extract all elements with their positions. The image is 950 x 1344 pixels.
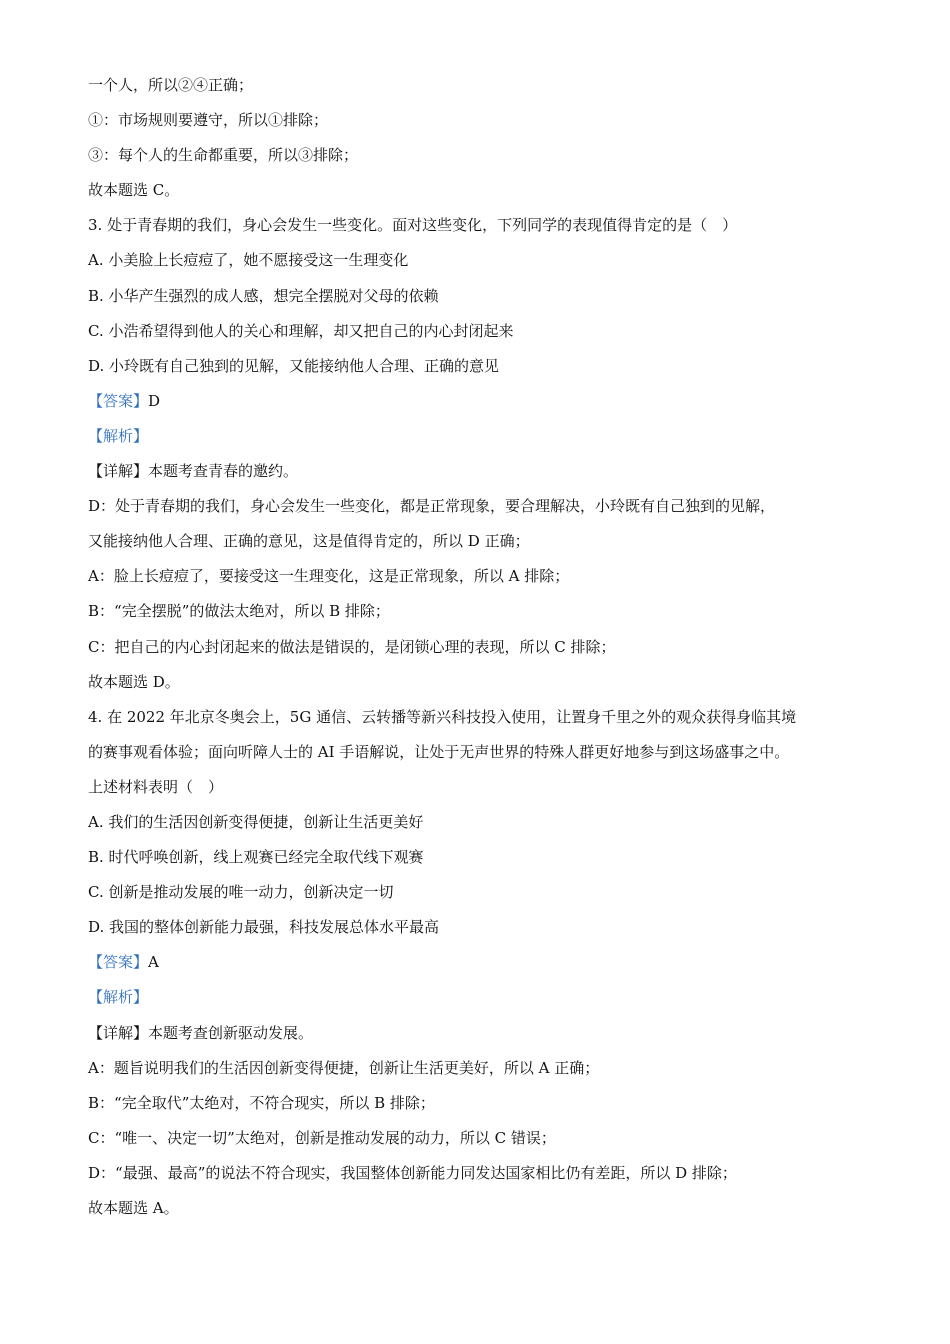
q4-detail-line: 【详解】本题考查创新驱动发展。: [88, 1023, 314, 1042]
q4-option-d: D. 我国的整体创新能力最强，科技发展总体水平最高: [88, 918, 440, 937]
q4-detail-line: D：“最强、最高”的说法不符合现实，我国整体创新能力同发达国家相比仍有差距，所以 D 排除；: [88, 1163, 737, 1182]
q4-analysis-heading: [88, 980, 878, 1015]
q3-detail-line: 又能接纳他人合理、正确的意见，这是值得肯定的，所以 D 正确；: [88, 532, 530, 551]
q3-detail-line: C：把自己的内心封闭起来的做法是错误的，是闭锁心理的表现，所以 C 排除；: [88, 637, 616, 656]
q4-option-b: B. 时代呼唤创新，线上观赛已经完全取代线下观赛: [88, 848, 424, 867]
q3-stem: 3. 处于青春期的我们，身心会发生一些变化。面对这些变化，下列同学的表现值得肯定的是（ ）: [88, 216, 738, 235]
analysis-tag: 【解析】: [88, 988, 149, 1007]
q3-option-d: D. 小玲既有自己独到的见解，又能接纳他人合理、正确的意见: [88, 356, 500, 375]
q4-conclusion: 故本题选 A。: [88, 1199, 179, 1217]
answer-value: D: [148, 391, 161, 410]
analysis-tag: 【解析】: [88, 426, 149, 445]
prev-analysis-line: ①：市场规则要遵守，所以①排除；: [88, 111, 329, 130]
q3-detail-line: 【详解】本题考查青春的邀约。: [88, 462, 299, 481]
document-page: [88, 68, 878, 1226]
q4-stem: 4. 在 2022 年北京冬奥会上，5G 通信、云转播等新兴科技投入使用，让置身千里之外的观众获得身临其境: [88, 707, 797, 726]
q3-option-b: B. 小华产生强烈的成人感，想完全摆脱对父母的依赖: [88, 286, 439, 305]
q4-option-c: C. 创新是推动发展的唯一动力，创新决定一切: [88, 883, 394, 902]
q3-option-c: C. 小浩希望得到他人的关心和理解，却又把自己的内心封闭起来: [88, 321, 514, 340]
answer-tag: 【答案】: [88, 391, 149, 410]
q4-stem: 上述材料表明（ ）: [88, 777, 224, 796]
prev-analysis-line: 一个人，所以②④正确；: [88, 76, 254, 94]
q4-detail-line: C：“唯一、决定一切”太绝对，创新是推动发展的动力，所以 C 错误；: [88, 1128, 556, 1147]
q3-detail-line: A：脸上长痘痘了，要接受这一生理变化，这是正常现象，所以 A 排除；: [88, 567, 570, 586]
prev-analysis-line: ③：每个人的生命都重要，所以③排除；: [88, 146, 359, 165]
q4-detail-line: B：“完全取代”太绝对，不符合现实，所以 B 排除；: [88, 1093, 435, 1112]
q3-detail-line: B：“完全摆脱”的做法太绝对，所以 B 排除；: [88, 602, 390, 621]
q4-option-a: A. 我们的生活因创新变得便捷，创新让生活更美好: [88, 812, 424, 831]
q4-detail-line: A：题旨说明我们的生活因创新变得便捷，创新让生活更美好，所以 A 正确；: [88, 1058, 600, 1077]
prev-conclusion: 故本题选 C。: [88, 181, 180, 200]
q3-option-a: A. 小美脸上长痘痘了，她不愿接受这一生理变化: [88, 251, 409, 270]
q3-detail-line: D：处于青春期的我们，身心会发生一些变化，都是正常现象，要合理解决，小玲既有自己独到的见解，: [88, 497, 776, 516]
q3-conclusion: 故本题选 D。: [88, 672, 180, 691]
answer-tag: 【答案】: [88, 953, 149, 972]
q3-answer: [88, 384, 878, 419]
q4-stem: 的赛事观看体验；面向听障人士的 AI 手语解说，让处于无声世界的特殊人群更好地参与到这场盛事之中。: [88, 742, 790, 761]
answer-value: A: [148, 953, 159, 972]
q3-analysis-heading: [88, 419, 878, 454]
q4-answer: [88, 945, 878, 980]
